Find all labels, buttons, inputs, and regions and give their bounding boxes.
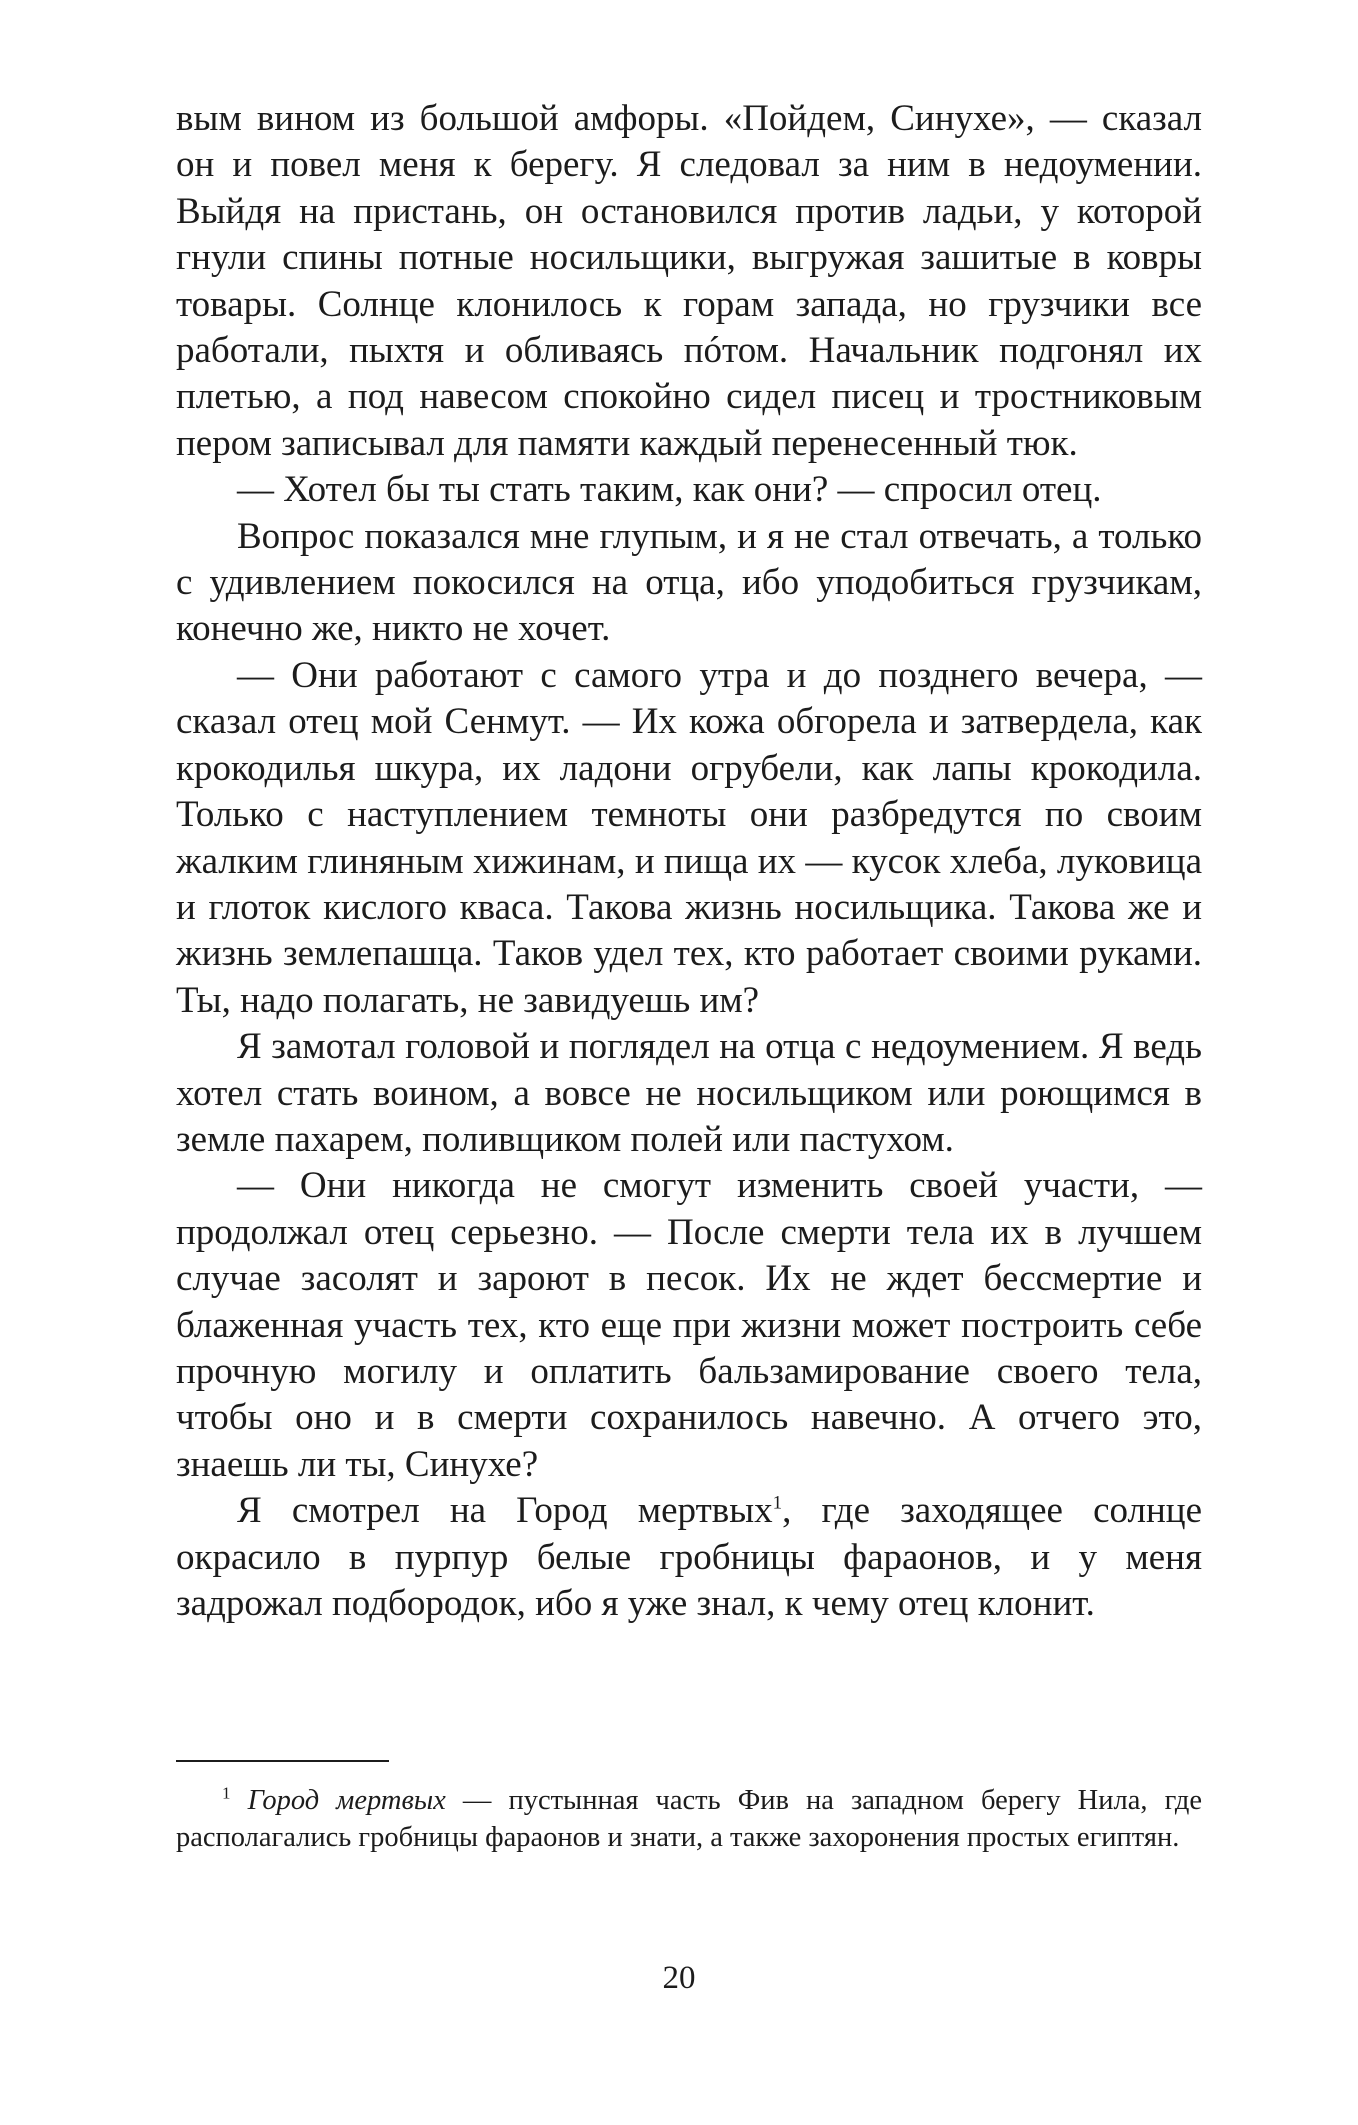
footnote-reference[interactable]: 1 <box>772 1492 783 1514</box>
paragraph-2: — Хотел бы ты стать таким, как они? — спросил отец. <box>237 469 1102 511</box>
footnote-mark: 1 <box>222 1783 231 1803</box>
footnote-text: — пустынная часть Фив на западном берегу Нила, где располагались гробницы фараонов и знати, а также захоронения простых египтян. <box>176 1785 1202 1853</box>
paragraph-3: Вопрос показался мне глупым, и я не стал отвечать, а только с удивлением покосился на отца, ибо уподобиться грузчикам, конечно же, никто не хочет. <box>176 515 1202 650</box>
page-body <box>176 96 1202 1627</box>
paragraph-7 <box>176 1488 1202 1627</box>
footnote <box>176 1782 1202 1856</box>
paragraph-7-end: , где заходящее солнце окрасило в пурпур белые гробницы фараонов, и у меня задрожал подбородок, ибо я уже знал, к чему отец клонит. <box>176 1490 1202 1624</box>
paragraph-1: вым вином из большой амфоры. «Пойдем, Синухе», — сказал он и повел меня к берегу. Я следовал за ним в недоумении. Выйдя на пристань, он остановился против ладьи, у которой гнули спины потные носильщики, выгружая зашитые в ковры товары. Солнце клонилось к горам запада, но грузчики все работали, пыхтя и обливаясь пóтом. Начальник подгонял их плетью, а под навесом спокойно сидел писец и тростниковым пером записывал для памяти каждый перенесенный тюк. <box>176 98 1202 464</box>
paragraph-7-start: Я смотрел на Город мертвых <box>237 1490 773 1532</box>
paragraph-4: — Они работают с самого утра и до позднего вечера, — сказал отец мой Сенмут. — Их кожа обгорела и затвердела, как крокодилья шкура, их ладони огрубели, как лапы крокодила. Только с наступлением темноты они разбредутся по своим жалким глиняным хижинам, и пища их — кусок хлеба, луковица и глоток кислого кваса. Такова жизнь носильщика. Такова же и жизнь землепашца. Таков удел тех, кто работает своими руками. Ты, надо полагать, не завидуешь им? <box>176 654 1202 1021</box>
paragraph-6: — Они никогда не смогут изменить своей участи, — продолжал отец серьезно. — После смерти тела их в лучшем случае засолят и зароют в песок. Их не ждет бессмертие и блаженная участь тех, кто еще при жизни может построить себе прочную могилу и оплатить бальзамирование своего тела, чтобы оно и в смерти сохранилось навечно. А отчего это, знаешь ли ты, Синухе? <box>176 1165 1202 1485</box>
page-number: 20 <box>662 1960 696 1996</box>
footnote-term: Город мертвых <box>247 1785 446 1816</box>
footnote-divider <box>176 1760 389 1762</box>
main-text <box>176 96 1202 1627</box>
paragraph-5: Я замотал головой и поглядел на отца с недоумением. Я ведь хотел стать воином, а вовсе не носильщиком или роющимся в земле пахарем, поливщиком полей или пастухом. <box>176 1026 1202 1160</box>
